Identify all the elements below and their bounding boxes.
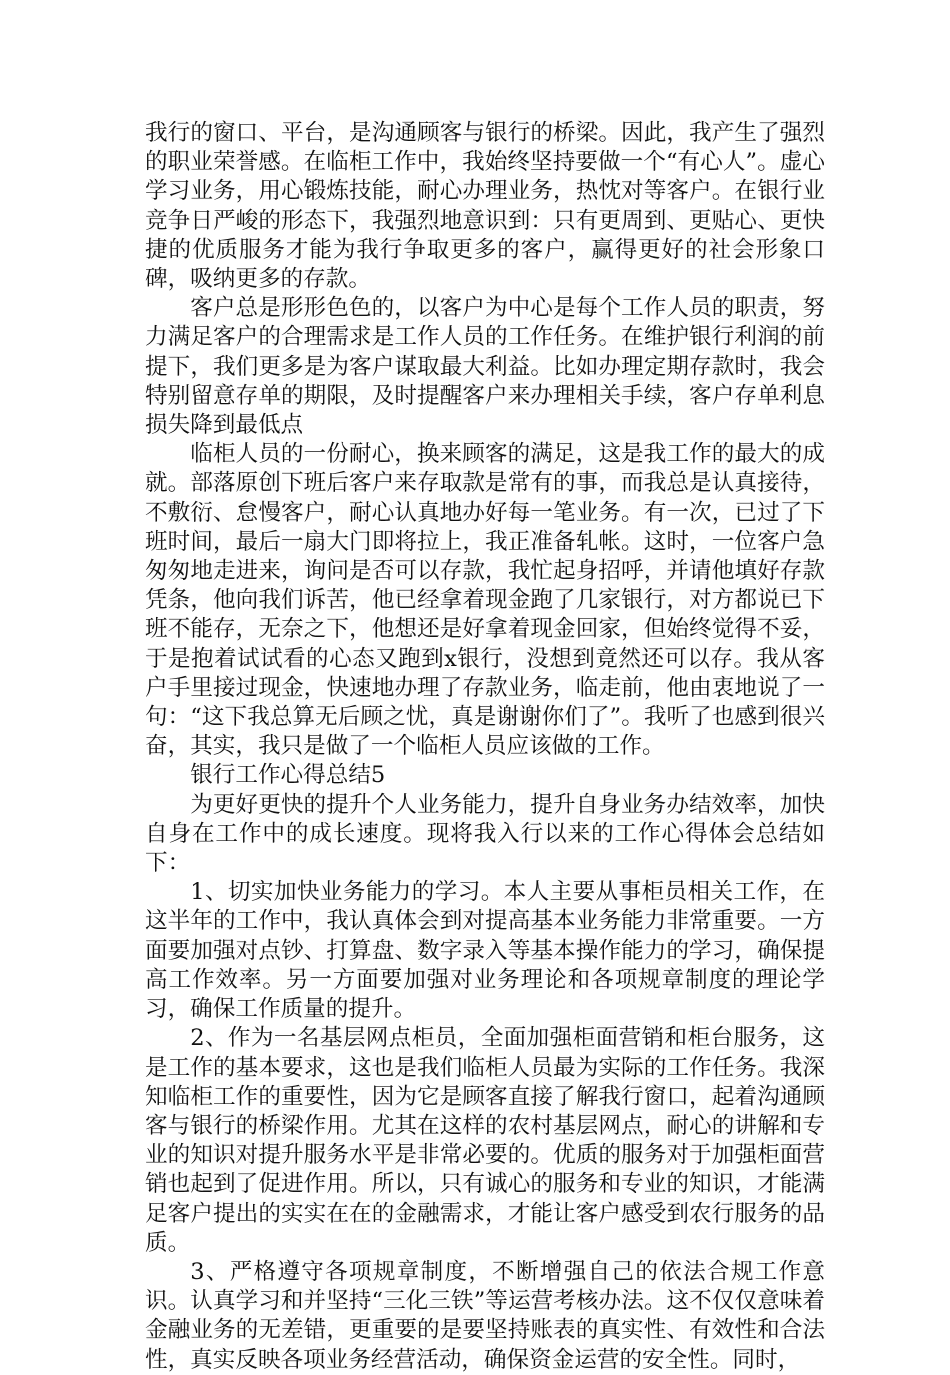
paragraph-point-3: 3、严格遵守各项规章制度，不断增强自己的依法合规工作意识。认真学习和并坚持“三化三铁”等运营考核办法。这不仅仅意味着金融业务的无差错，更重要的是要坚持账表的真实性、有效性和合法性，真实反映各项业务经营活动，确保资金运营的安全性。同时， <box>145 1258 825 1373</box>
paragraph-customer-focus: 客户总是形形色色的，以客户为中心是每个工作人员的职责，努力满足客户的合理需求是工作人员的工作任务。在维护银行利润的前提下，我们更多是为客户谋取最大利益。比如办理定期存款时，我会特别留意存单的期限，及时提醒客户来办理相关手续，客户存单利息损失降到最低点 <box>145 295 825 439</box>
document-body <box>145 119 825 1375</box>
paragraph-continuation: 我行的窗口、平台，是沟通顾客与银行的桥梁。因此，我产生了强烈的职业荣誉感。在临柜工作中，我始终坚持要做一个“有心人”。虚心学习业务，用心锻炼技能，耐心办理业务，热忱对等客户。在银行业竞争日严峻的形态下，我强烈地意识到：只有更周到、更贴心、更快捷的优质服务才能为我行争取更多的客户，赢得更好的社会形象口碑，吸纳更多的存款。 <box>145 120 825 293</box>
paragraph-intro: 为更好更快的提升个人业务能力，提升自身业务办结效率，加快自身在工作中的成长速度。现将我入行以来的工作心得体会总结如下： <box>145 791 825 877</box>
paragraph-patience-story: 临柜人员的一份耐心，换来顾客的满足，这是我工作的最大的成就。部落原创下班后客户来存取款是常有的事，而我总是认真接待，不敷衍、怠慢客户，耐心认真地办好每一笔业务。有一次，已过了下班时间，最后一扇大门即将拉上，我正准备轧帐。这时，一位客户急匆匆地走进来，询问是否可以存款，我忙起身招呼，并请他填好存款凭条，他向我们诉苦，他已经拿着现金跑了几家银行，对方都说已下班不能存，无奈之下，他想还是好拿着现金回家，但始终觉得不妥，于是抱着试试看的心态又跑到x银行，没想到竟然还可以存。我从客户手里接过现金，快速地办理了存款业务，临走前，他由衷地说了一句：“这下我总算无后顾之忧，真是谢谢你们了”。我听了也感到很兴奋，其实，我只是做了一个临柜人员应该做的工作。 <box>145 441 825 760</box>
paragraph-point-2: 2、作为一名基层网点柜员，全面加强柜面营销和柜台服务，这是工作的基本要求，这也是我们临柜人员最为实际的工作任务。我深知临柜工作的重要性，因为它是顾客直接了解我行窗口，起着沟通顾客与银行的桥梁作用。尤其在这样的农村基层网点，耐心的讲解和专业的知识对提升服务水平是非常必要的。优质的服务对于加强柜面营销也起到了促进作用。所以，只有诚心的服务和专业的知识，才能满足客户提出的实实在在的金融需求，才能让客户感受到农行服务的品质。 <box>145 1025 825 1256</box>
section-heading: 银行工作心得总结5 <box>190 762 386 789</box>
paragraph-point-1: 1、切实加快业务能力的学习。本人主要从事柜员相关工作，在这半年的工作中，我认真体会到对提高基本业务能力非常重要。一方面要加强对点钞、打算盘、数字录入等基本操作能力的学习，确保提高工作效率。另一方面要加强对业务理论和各项规章制度的理论学习，确保工作质量的提升。 <box>145 879 825 1023</box>
